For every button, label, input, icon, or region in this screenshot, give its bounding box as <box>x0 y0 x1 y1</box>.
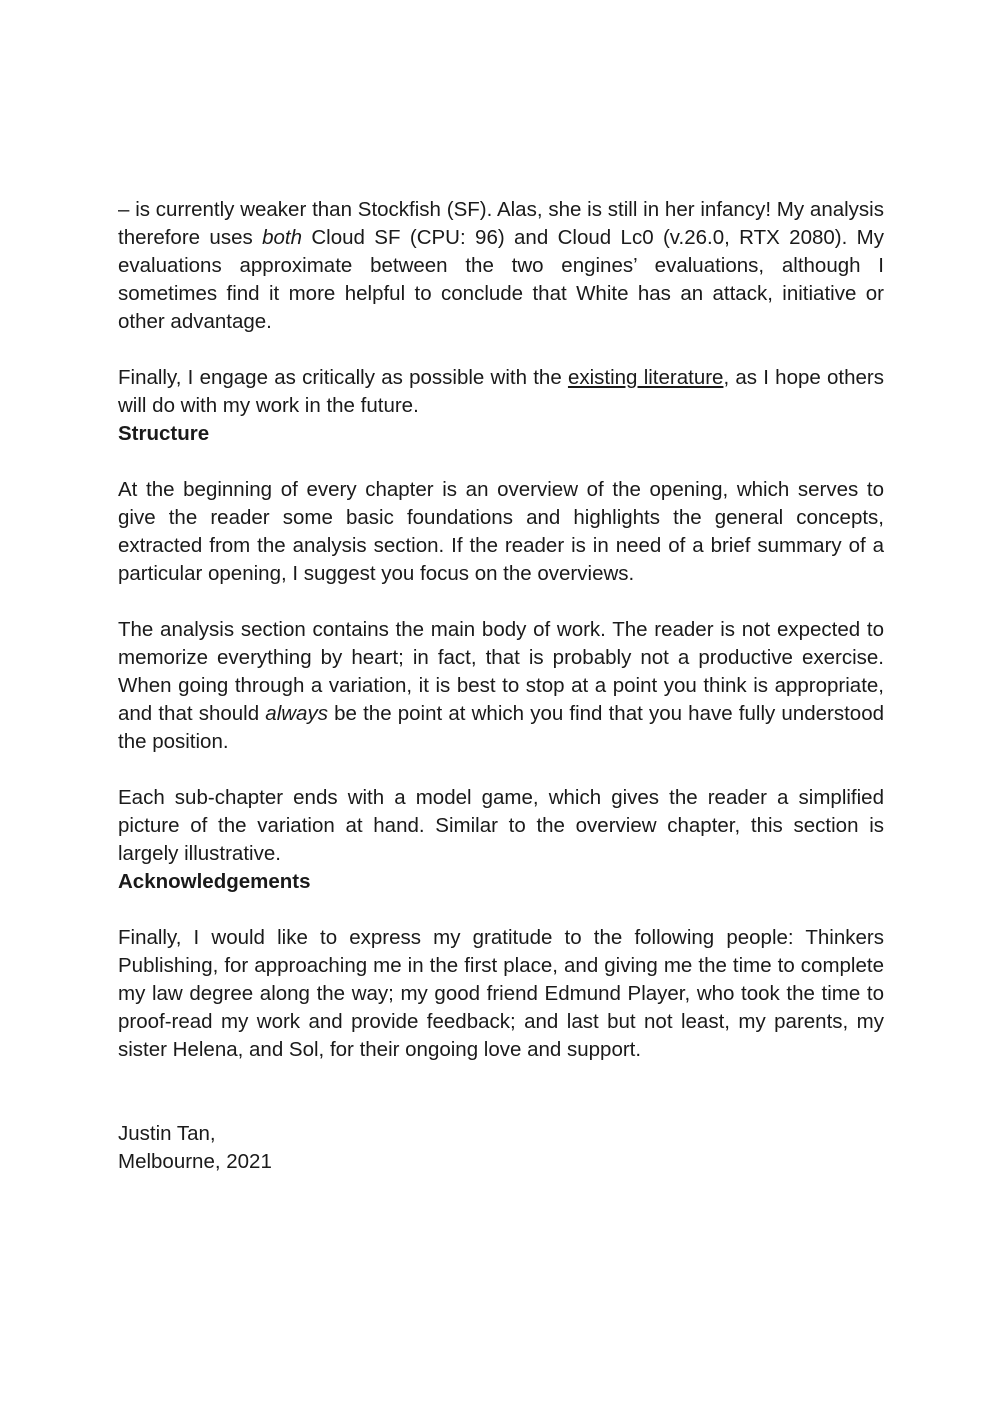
intro-p2-text-a: Finally, I engage as critically as possible with the <box>118 366 568 389</box>
author-signoff <box>118 1120 884 1176</box>
acknowledgements-paragraph: Finally, I would like to express my gratitude to the following people: Thinkers Publishing, for approaching me in the first place, and giving me the time to complete my law degree along the way; my good friend Edmund Player, who took the time to proof-read my work and provide feedback; and last but not least, my parents, my sister Helena, and Sol, for their ongoing love and support. <box>118 926 884 1061</box>
intro-paragraph-engines <box>118 196 884 336</box>
intro-p2-text-b: , as I hope others will do with my work in the future. <box>118 366 884 417</box>
structure-paragraph-analysis <box>118 616 884 756</box>
intro-p1-text-a: – is currently weaker than Stockfish (SF). Alas, she is still in her infancy! My analysis therefore uses <box>118 198 884 249</box>
structure-paragraph-overview: At the beginning of every chapter is an overview of the opening, which serves to give the reader some basic foundations and highlights the general concepts, extracted from the analysis section. If the reader is in need of a brief summary of a particular opening, I suggest you focus on the overviews. <box>118 478 884 585</box>
structure-p2-emphasis: always <box>265 702 328 725</box>
structure-p2-text-a: The analysis section contains the main body of work. The reader is not expected to memorize everything by heart; in fact, that is probably not a productive exercise. When going through a variation, it is best to stop at a point you think is appropriate, and that should <box>118 618 884 725</box>
structure-p2-text-b: be the point at which you find that you have fully understood the position. <box>118 702 884 753</box>
structure-heading: Structure <box>118 422 210 445</box>
existing-literature-link[interactable]: existing literature <box>567 366 724 389</box>
acknowledgements-heading: Acknowledgements <box>118 870 311 893</box>
intro-p1-text-b: Cloud SF (CPU: 96) and Cloud Lc0 (v.26.0, RTX 2080). My evaluations approximate between the two engines’ evaluations, although I sometimes find it more helpful to conclude that White has an attack, initiative or other advantage. <box>118 226 884 333</box>
author-place-date: Melbourne, 2021 <box>118 1150 272 1173</box>
structure-paragraph-model-game: Each sub-chapter ends with a model game, which gives the reader a simplified picture of the variation at hand. Similar to the overview chapter, this section is largely illustrative. <box>118 786 884 865</box>
document-page <box>118 196 884 1176</box>
intro-p1-emphasis: both <box>262 226 302 249</box>
author-name: Justin Tan, <box>118 1122 216 1145</box>
intro-paragraph-literature <box>118 364 884 420</box>
